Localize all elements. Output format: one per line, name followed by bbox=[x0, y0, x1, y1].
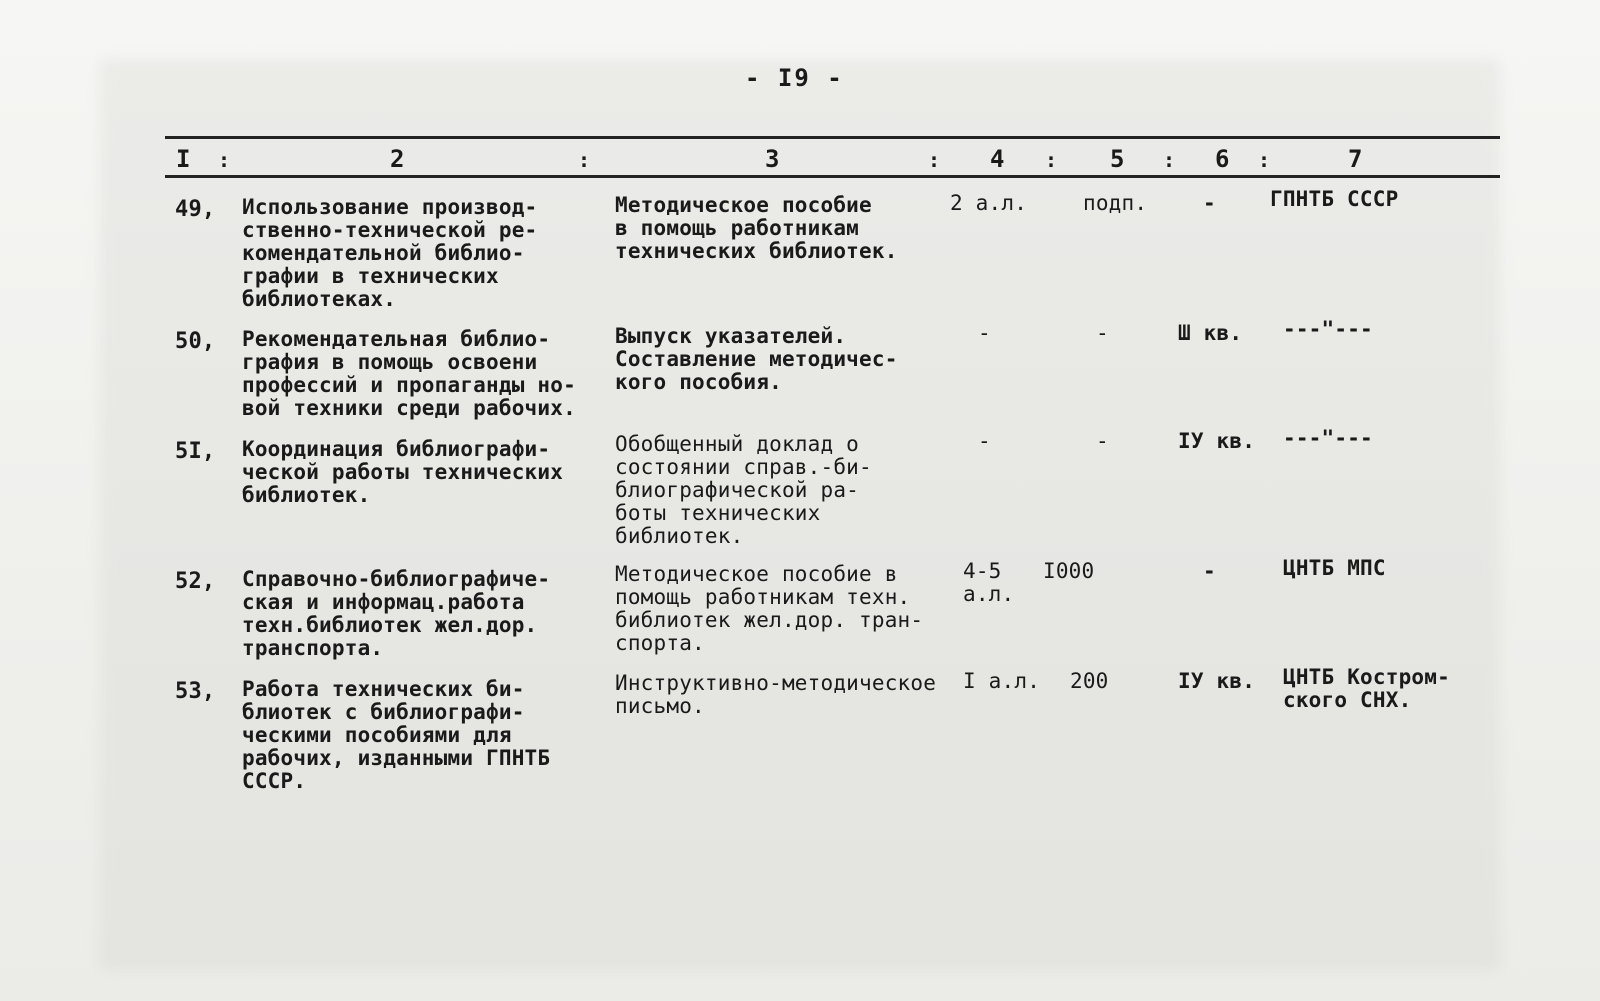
header-col-3: 3 bbox=[765, 145, 780, 173]
table-top-rule bbox=[165, 136, 1500, 139]
row-number: 49, bbox=[175, 197, 216, 222]
row-form: Инструктивно-методическое письмо. bbox=[615, 671, 937, 718]
row-number: 52, bbox=[175, 569, 216, 594]
row-term: IУ кв. bbox=[1178, 669, 1256, 693]
page-number: - I9 - bbox=[745, 64, 844, 92]
row-form: Обобщенный доклад о состоянии справ.-би- блиографической ра- боты технических библиотек. bbox=[615, 432, 872, 548]
row-volume: 4-5 а.л. bbox=[963, 559, 1015, 606]
row-number: 50, bbox=[175, 329, 216, 354]
header-col-1: I bbox=[176, 145, 191, 173]
header-separator: : bbox=[578, 148, 591, 172]
row-title: Использование производ- ственно-технической ре- комендательной библио- графии в технических библиотеках. bbox=[242, 195, 538, 311]
row-executor: ---"--- bbox=[1283, 317, 1373, 341]
header-separator: : bbox=[1163, 148, 1176, 172]
row-term: Ш кв. bbox=[1178, 321, 1243, 345]
row-title: Справочно-библиографиче- ская и информац.работа техн.библиотек жел.дор. транспорта. bbox=[242, 567, 551, 660]
row-term: - bbox=[1203, 559, 1216, 583]
row-volume: 2 а.л. bbox=[950, 191, 1028, 215]
row-term: IУ кв. bbox=[1178, 429, 1256, 453]
header-col-6: 6 bbox=[1215, 145, 1230, 173]
row-number: 5I, bbox=[175, 439, 216, 464]
row-copies: подп. bbox=[1083, 191, 1148, 215]
row-executor: ГПНТБ СССР bbox=[1270, 187, 1399, 211]
table-header-rule bbox=[165, 175, 1500, 178]
row-volume: - bbox=[978, 321, 991, 345]
header-separator: : bbox=[218, 148, 231, 172]
header-separator: : bbox=[1045, 148, 1058, 172]
header-col-4: 4 bbox=[990, 145, 1005, 173]
row-title: Рекомендательная библио- графия в помощь освоени профессий и пропаганды но- вой техники среди рабочих. bbox=[242, 327, 576, 420]
row-term: - bbox=[1203, 191, 1216, 215]
row-executor: ЦНТБ Костром- ского СНХ. bbox=[1283, 665, 1450, 712]
row-form: Методическое пособие в помощь работникам технических библиотек. bbox=[615, 193, 898, 263]
row-copies: I000 bbox=[1043, 559, 1095, 583]
header-col-5: 5 bbox=[1110, 145, 1125, 173]
row-executor: ЦНТБ МПС bbox=[1283, 556, 1386, 580]
row-volume: - bbox=[978, 429, 991, 453]
row-copies: - bbox=[1096, 429, 1109, 453]
header-col-2: 2 bbox=[390, 145, 405, 173]
row-form: Методическое пособие в помощь работникам техн. библиотек жел.дор. тран- спорта. bbox=[615, 562, 924, 655]
row-number: 53, bbox=[175, 679, 216, 704]
header-separator: : bbox=[928, 148, 941, 172]
row-title: Работа технических би- блиотек с библиографи- ческими пособиями для рабочих, изданными ГПНТБ СССР. bbox=[242, 677, 551, 793]
row-title: Координация библиографи- ческой работы технических библиотек. bbox=[242, 437, 564, 507]
row-volume: I а.л. bbox=[963, 669, 1041, 693]
row-executor: ---"--- bbox=[1283, 426, 1373, 450]
row-copies: 200 bbox=[1070, 669, 1109, 693]
header-col-7: 7 bbox=[1348, 145, 1363, 173]
header-separator: : bbox=[1258, 148, 1271, 172]
row-copies: - bbox=[1096, 321, 1109, 345]
row-form: Выпуск указателей. Составление методичес- кого пособия. bbox=[615, 324, 898, 394]
